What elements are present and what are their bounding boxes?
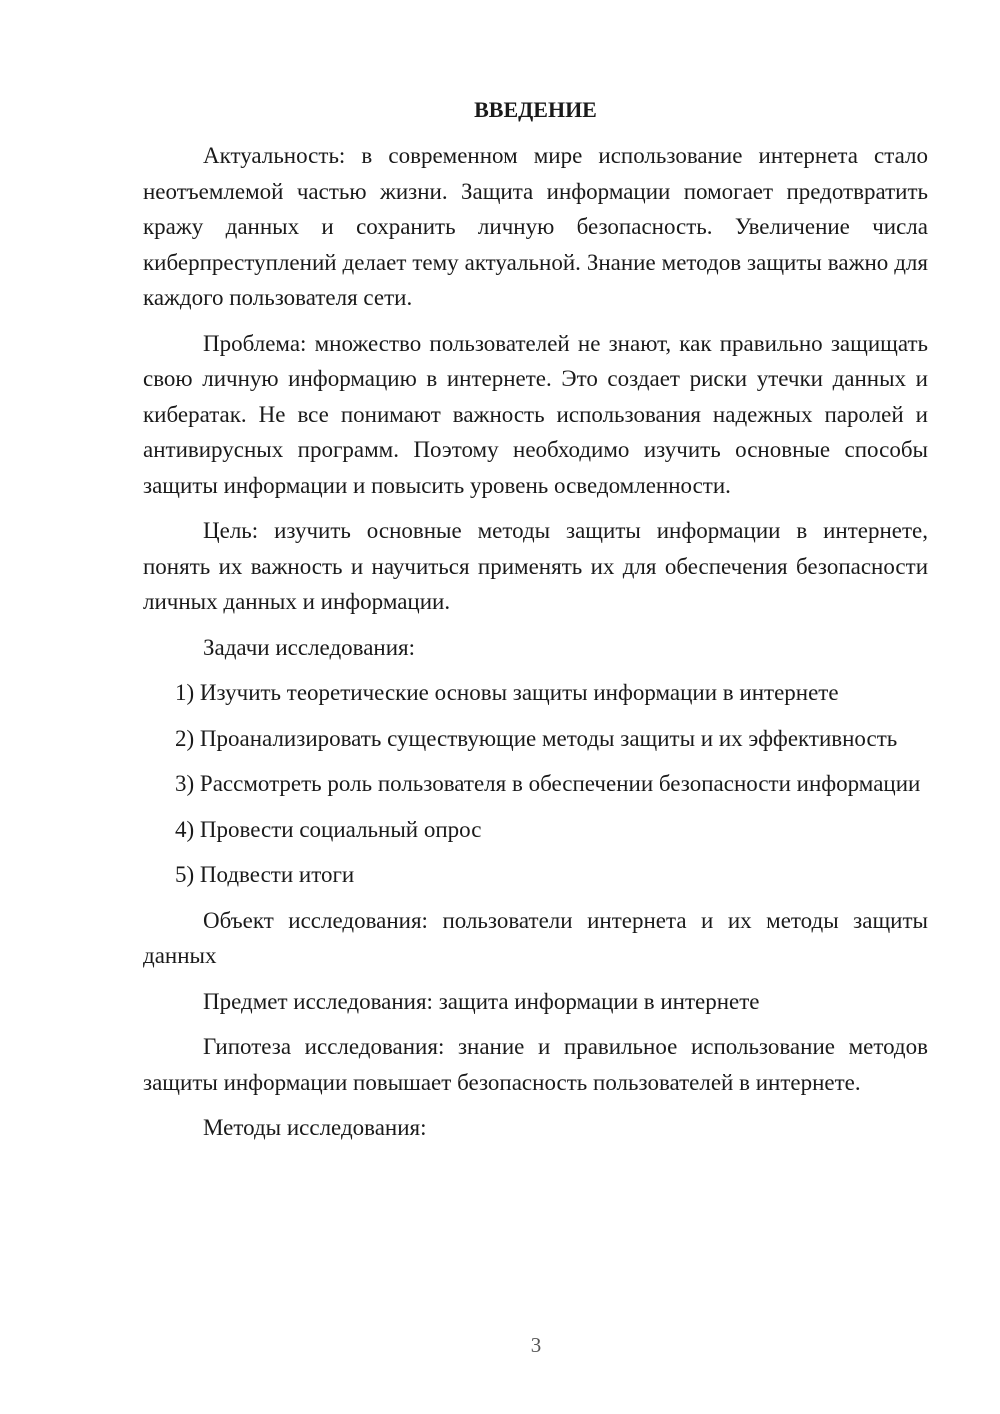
task-item: 4) Провести социальный опрос bbox=[175, 816, 482, 842]
paragraph-relevance: Актуальность: в современном мире использование интернета стало неотъемлемой частью жизни. Защита информации помогает предотвратить кражу данных и сохранить личную безопасность. Увеличение числа киберпреступлений делает тему актуальной. Знание методов защиты важно для каждого пользователя сети. bbox=[143, 143, 928, 310]
task-item: 5) Подвести итоги bbox=[175, 862, 355, 887]
task-item: 2) Проанализировать существующие методы защиты и их эффективность bbox=[175, 725, 898, 751]
task-item: 1) Изучить теоретические основы защиты информации в интернете bbox=[175, 680, 839, 705]
paragraph-goal: Цель: изучить основные методы защиты информации в интернете, понять их важность и научиться применять их для обеспечения безопасности личных данных и информации. bbox=[143, 518, 928, 614]
task-item: 3) Рассмотреть роль пользователя в обеспечении безопасности информации bbox=[175, 771, 921, 796]
paragraph-object: Объект исследования: пользователи интернета и их методы защиты данных bbox=[143, 907, 928, 968]
paragraph-tasks-heading: Задачи исследования: bbox=[203, 634, 416, 660]
paragraph-hypothesis: Гипотеза исследования: знание и правильное использование методов защиты информации повышает безопасность пользователей в интернете. bbox=[143, 1034, 928, 1095]
page-number: 3 bbox=[530, 1333, 542, 1357]
section-title: ВВЕДЕНИЕ bbox=[474, 97, 597, 122]
paragraph-methods: Методы исследования: bbox=[203, 1115, 427, 1140]
document-body bbox=[143, 94, 928, 1156]
paragraph-problem: Проблема: множество пользователей не знают, как правильно защищать свою личную информацию в интернете. Это создает риски утечки данных и кибератак. Не все понимают важность использования надежных паролей и антивирусных программ. Поэтому необходимо изучить основные способы защиты информации и повысить уровень осведомленности. bbox=[143, 330, 928, 498]
paragraph-subject: Предмет исследования: защита информации в интернете bbox=[203, 988, 760, 1014]
